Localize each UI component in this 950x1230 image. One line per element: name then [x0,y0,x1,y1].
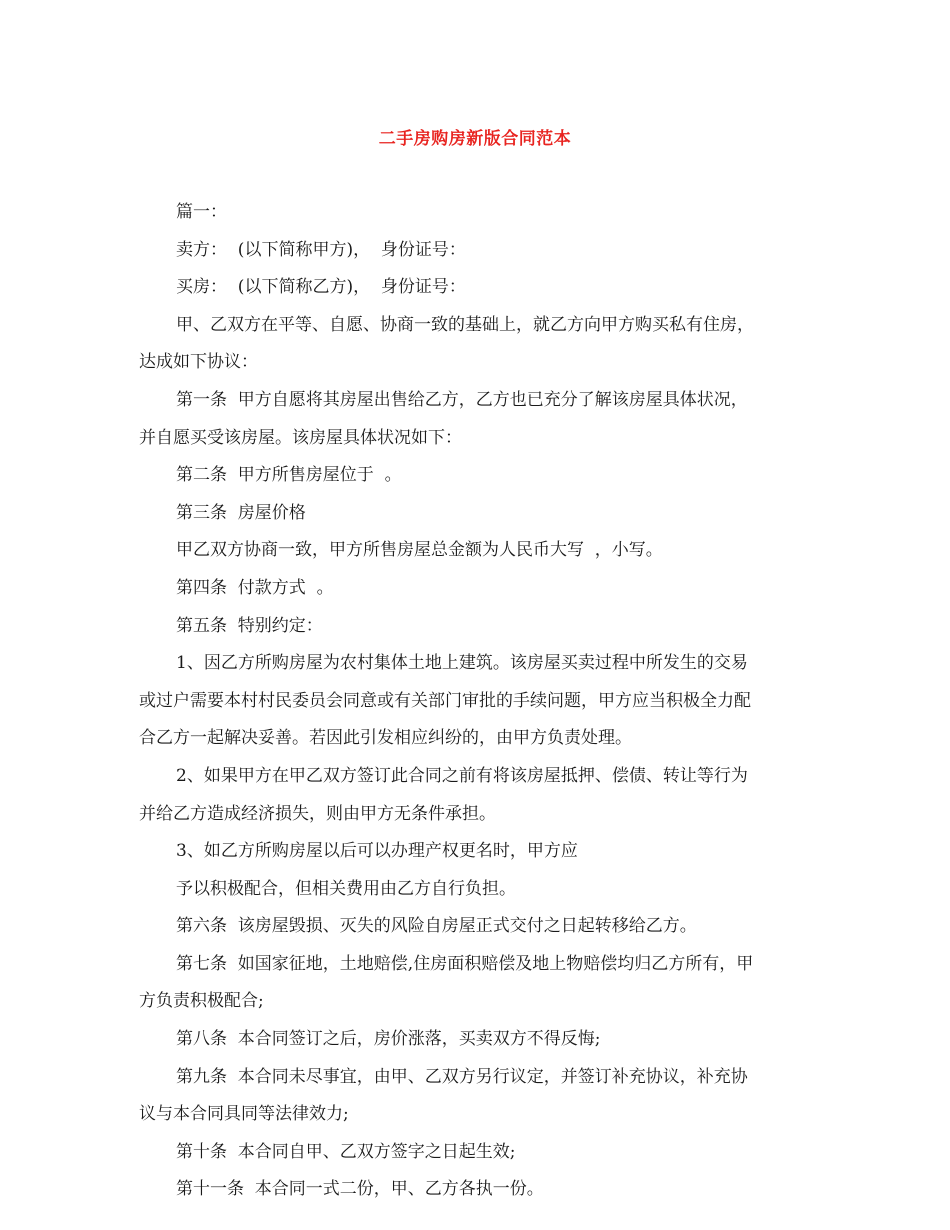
document-line: 第二条 甲方所售房屋位于 。 [176,465,402,486]
document-line: 并自愿买受该房屋。该房屋具体状况如下： [139,427,462,448]
document-body [139,194,815,1209]
document-line: 予以积极配合，但相关费用由乙方自行负担。 [176,878,516,899]
document-line: 达成如下协议： [139,352,258,373]
document-line: 甲、乙双方在平等、自愿、协商一致的基础上，就乙方向甲方购买私有住房， [176,314,754,335]
document-line: 第一条 甲方自愿将其房屋出售给乙方，乙方也已充分了解该房屋具体状况， [176,389,748,410]
document-line: 合乙方一起解决妥善。若因此引发相应纠纷的，由甲方负责处理。 [139,728,632,749]
document-line: 1、因乙方所购房屋为农村集体土地上建筑。该房屋买卖过程中所发生的交易 [176,653,748,674]
document-line: 买房： (以下简称乙方)， 身份证号： [176,277,466,298]
document-line: 第八条 本合同签订之后，房价涨落，买卖双方不得反悔; [176,1029,601,1050]
document-line: 议与本合同具同等法律效力; [139,1104,349,1125]
document-line: 第三条 房屋价格 [176,502,306,523]
document-line: 2、如果甲方在甲乙双方签订此合同之前有将该房屋抵押、偿债、转让等行为 [176,765,748,786]
document-line: 并给乙方造成经济损失，则由甲方无条件承担。 [139,803,496,824]
document-title: 二手房购房新版合同范本 [378,129,572,149]
document-line: 第十一条 本合同一式二份，甲、乙方各执一份。 [176,1179,544,1200]
document-line: 篇一： [176,202,227,222]
document-line: 第九条 本合同未尽事宜，由甲、乙双方另行议定，并签订补充协议，补充协 [176,1066,748,1087]
document-line: 或过户需要本村村民委员会同意或有关部门审批的手续问题，甲方应当积极全力配 [139,690,751,711]
document-line: 方负责积极配合; [139,991,264,1012]
document-line: 第四条 付款方式 。 [176,577,334,598]
document-line: 第七条 如国家征地，土地赔偿,住房面积赔偿及地上物赔偿均归乙方所有，甲 [176,953,754,974]
document-line: 第六条 该房屋毁损、灭失的风险自房屋正式交付之日起转移给乙方。 [176,916,697,937]
document-line: 卖方： (以下简称甲方)， 身份证号： [176,239,466,260]
document-line: 第十条 本合同自甲、乙双方签字之日起生效; [176,1141,516,1162]
document-line: 甲乙双方协商一致，甲方所售房屋总金额为人民币大写 ，小写。 [176,540,663,561]
document-line: 3、如乙方所购房屋以后可以办理产权更名时，甲方应 [176,841,578,862]
document-line: 第五条 特别约定： [176,615,323,636]
